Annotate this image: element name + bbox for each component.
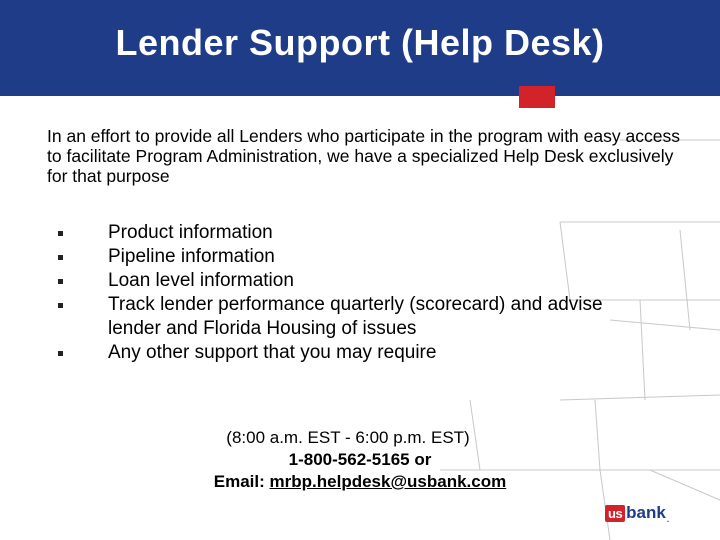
support-list	[0, 221, 720, 365]
list-item	[0, 293, 720, 341]
list-item-text: Loan level information	[108, 270, 294, 291]
email-link[interactable]: mrbp.helpdesk@usbank.com	[269, 472, 507, 491]
phone-number: 1-800-562-5165 or	[288, 450, 432, 469]
usbank-logo	[605, 502, 669, 524]
support-hours: (8:00 a.m. EST - 6:00 p.m. EST)	[226, 428, 470, 447]
logo-us-mark: us	[605, 505, 625, 522]
email-line	[0, 471, 720, 493]
bullet-square-icon	[58, 303, 63, 308]
page-title: Lender Support (Help Desk)	[115, 22, 605, 63]
list-item	[0, 269, 720, 293]
logo-bank-text: bank	[626, 503, 666, 522]
email-label: Email:	[213, 472, 265, 491]
list-item-text: Pipeline information	[108, 246, 275, 267]
bullet-square-icon	[58, 231, 63, 236]
bullet-square-icon	[58, 255, 63, 260]
contact-info	[0, 427, 720, 493]
list-item	[0, 245, 720, 269]
list-item-text: Any other support that you may require	[108, 342, 437, 363]
bullet-square-icon	[58, 351, 63, 356]
list-item-text: Track lender performance quarterly (scorecard) and advise lender and Florida Housing of issues	[108, 294, 603, 339]
bullet-square-icon	[58, 279, 63, 284]
list-item-text: Product information	[108, 222, 273, 243]
list-item	[0, 341, 720, 365]
intro-paragraph: In an effort to provide all Lenders who participate in the program with easy access to facilitate Program Administration, we have a specialized Help Desk exclusively for that purpose	[47, 126, 680, 186]
logo-dot: .	[666, 515, 670, 524]
list-item	[0, 221, 720, 245]
